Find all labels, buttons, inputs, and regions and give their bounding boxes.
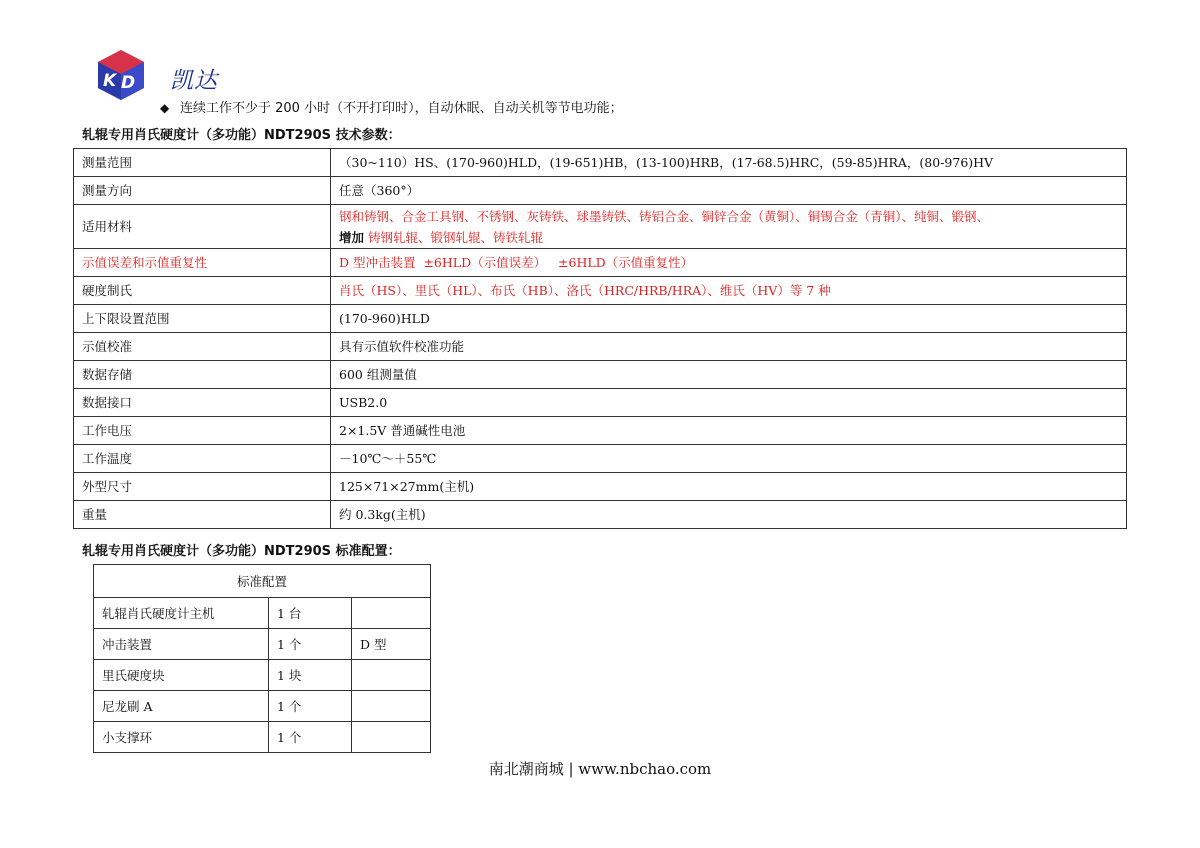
spec-section-title: 轧辊专用肖氏硬度计（多功能）NDT290S 技术参数： — [82, 128, 401, 143]
spec-value: 具有示值软件校准功能 — [331, 333, 1127, 361]
config-note: D 型 — [352, 629, 431, 660]
config-section-title: 轧辊专用肖氏硬度计（多功能）NDT290S 标准配置： — [82, 544, 401, 559]
table-row — [74, 333, 1127, 361]
config-note — [352, 598, 431, 629]
config-qty: 1 块 — [269, 660, 352, 691]
spec-key: 示值校准 — [74, 333, 331, 361]
spec-value: （30~110）HS、(170-960)HLD，(19-651)HB，(13-100)HRB，(17-68.5)HRC，(59-85)HRA，(80-976)HV — [331, 149, 1127, 177]
spec-key: 示值误差和示值重复性 — [74, 249, 331, 277]
table-row — [74, 445, 1127, 473]
table-row — [74, 417, 1127, 445]
materials-extra-label: 增加 — [339, 229, 365, 245]
spec-key: 重量 — [74, 501, 331, 529]
table-row — [74, 249, 1127, 277]
spec-value: －10℃～＋55℃ — [331, 445, 1127, 473]
diamond-bullet-icon: ◆ — [160, 101, 170, 115]
table-row — [74, 305, 1127, 333]
table-row — [74, 389, 1127, 417]
spec-value: 600 组测量值 — [331, 361, 1127, 389]
spec-key: 适用材料 — [74, 205, 331, 249]
spec-value: 任意（360°） — [331, 177, 1127, 205]
table-row — [94, 660, 431, 691]
config-note — [352, 691, 431, 722]
table-row — [74, 177, 1127, 205]
spec-value: D 型冲击装置 ±6HLD（示值误差） ±6HLD（示值重复性） — [331, 249, 1127, 277]
svg-text:K: K — [103, 71, 117, 91]
config-item: 冲击装置 — [94, 629, 269, 660]
spec-value: USB2.0 — [331, 389, 1127, 417]
kd-logo — [95, 48, 147, 102]
spec-key: 数据存储 — [74, 361, 331, 389]
spec-table — [73, 148, 1127, 529]
table-row — [94, 598, 431, 629]
spec-key: 工作电压 — [74, 417, 331, 445]
config-table-header: 标准配置 — [94, 565, 431, 598]
table-row — [74, 473, 1127, 501]
spec-value: 肖氏（HS）、里氏（HL）、布氏（HB）、洛氏（HRC/HRB/HRA）、维氏（HV）等 7 种 — [331, 277, 1127, 305]
table-row — [94, 629, 431, 660]
spec-key: 硬度制氏 — [74, 277, 331, 305]
table-row — [74, 205, 1127, 249]
config-qty: 1 个 — [269, 691, 352, 722]
spec-value: (170-960)HLD — [331, 305, 1127, 333]
config-item: 尼龙刷 A — [94, 691, 269, 722]
materials-extra-list: 铸钢轧辊、锻钢轧辊、铸铁轧辊 — [368, 229, 544, 245]
spec-key: 外型尺寸 — [74, 473, 331, 501]
spec-value: 约 0.3kg(主机) — [331, 501, 1127, 529]
table-row — [74, 361, 1127, 389]
spec-key: 测量范围 — [74, 149, 331, 177]
config-qty: 1 台 — [269, 598, 352, 629]
spec-key: 工作温度 — [74, 445, 331, 473]
footer-site-link[interactable]: 南北潮商城 | www.nbchao.com — [488, 760, 712, 778]
spec-value: 125×71×27mm(主机) — [331, 473, 1127, 501]
table-row — [94, 722, 431, 753]
config-qty: 1 个 — [269, 629, 352, 660]
table-row — [74, 501, 1127, 529]
table-row — [74, 149, 1127, 177]
config-note — [352, 722, 431, 753]
config-item: 轧辊肖氏硬度计主机 — [94, 598, 269, 629]
spec-key: 数据接口 — [74, 389, 331, 417]
config-table — [93, 564, 431, 753]
feature-bullet-text: 连续工作不少于 200 小时（不开打印时），自动休眠、自动关机等节电功能； — [180, 101, 623, 116]
table-row — [94, 691, 431, 722]
feature-bullet — [160, 97, 623, 116]
svg-text:D: D — [121, 73, 136, 93]
config-item: 小支撑环 — [94, 722, 269, 753]
config-item: 里氏硬度块 — [94, 660, 269, 691]
spec-value: 2×1.5V 普通碱性电池 — [331, 417, 1127, 445]
config-qty: 1 个 — [269, 722, 352, 753]
table-header-row — [94, 565, 431, 598]
table-row — [74, 277, 1127, 305]
materials-list: 钢和铸钢、合金工具钢、不锈钢、灰铸铁、球墨铸铁、铸铝合金、铜锌合金（黄铜）、铜锡合金（青铜）、纯铜、锻钢、 — [339, 208, 990, 224]
config-note — [352, 660, 431, 691]
spec-key: 上下限设置范围 — [74, 305, 331, 333]
spec-value-materials — [331, 205, 1127, 249]
brand-name: 凯达 — [170, 68, 218, 94]
spec-key: 测量方向 — [74, 177, 331, 205]
